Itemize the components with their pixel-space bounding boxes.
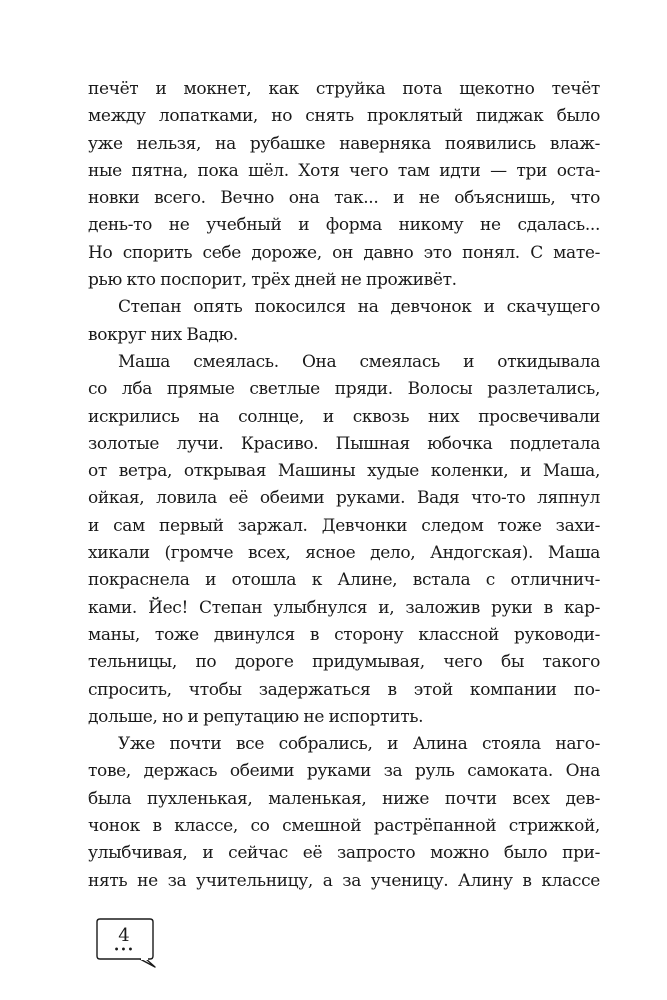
page-number-dots: ••• — [113, 945, 135, 956]
page-text — [88, 76, 600, 895]
text-line: ками. Йес! Степан улыбнулся и, заложив руки в кар- — [88, 597, 600, 618]
text-line: Степан опять покосился на девчонок и скачущего — [118, 297, 600, 318]
text-line: ойкая, ловила её обеими руками. Вадя что-то ляпнул — [88, 488, 600, 509]
page-number: 4 — [118, 925, 130, 946]
text-line: покраснела и отошла к Алине, встала с отличнич- — [88, 570, 600, 591]
text-line: от ветра, открывая Машины худые коленки, и Маша, — [88, 461, 600, 482]
text-line: уже нельзя, на рубашке наверняка появились влаж- — [88, 133, 600, 154]
text-line: хикали (громче всех, ясное дело, Андогская). Маша — [88, 543, 600, 564]
text-line: день-то не учебный и форма никому не сдалась... — [88, 215, 600, 236]
text-line: маны, тоже двинулся в сторону классной руководи- — [88, 624, 600, 645]
text-line: нять не за учительницу, а за ученицу. Алину в классе — [88, 870, 600, 891]
text-line: дольше, но и репутацию не испортить. — [88, 706, 424, 727]
text-line: между лопатками, но снять проклятый пиджак было — [88, 106, 600, 127]
text-line: чонок в классе, со смешной растрёпанной стрижкой, — [88, 816, 600, 837]
text-line: Маша смеялась. Она смеялась и откидывала — [118, 351, 600, 372]
text-line: Уже почти все собрались, и Алина стояла наго- — [118, 734, 600, 755]
text-line: новки всего. Вечно она так... и не объяснишь, что — [88, 188, 600, 209]
text-line: и сам первый заржал. Девчонки следом тоже захи- — [88, 515, 600, 536]
text-line: тове, держась обеими руками за руль самоката. Она — [88, 761, 600, 782]
page-number-badge — [92, 916, 156, 968]
text-line: рью кто поспорит, трёх дней не проживёт. — [88, 270, 457, 291]
text-line: вокруг них Вадю. — [88, 324, 238, 345]
text-line: искрились на солнце, и сквозь них просвечивали — [88, 406, 600, 427]
text-line: была пухленькая, маленькая, ниже почти всех дев- — [88, 788, 600, 809]
text-line: спросить, чтобы задержаться в этой компании по- — [88, 679, 600, 700]
text-line: золотые лучи. Красиво. Пышная юбочка подлетала — [88, 433, 600, 454]
text-line: ные пятна, пока шёл. Хотя чего там идти — три оста- — [88, 160, 600, 181]
text-line: тельницы, по дороге придумывая, чего бы такого — [88, 652, 600, 673]
text-line: Но спорить себе дороже, он давно это понял. С мате- — [88, 242, 600, 263]
text-line: со лба прямые светлые пряди. Волосы разлетались, — [88, 379, 600, 400]
text-line: печёт и мокнет, как струйка пота щекотно течёт — [88, 79, 600, 99]
text-line: улыбчивая, и сейчас её запросто можно было при- — [88, 843, 600, 864]
